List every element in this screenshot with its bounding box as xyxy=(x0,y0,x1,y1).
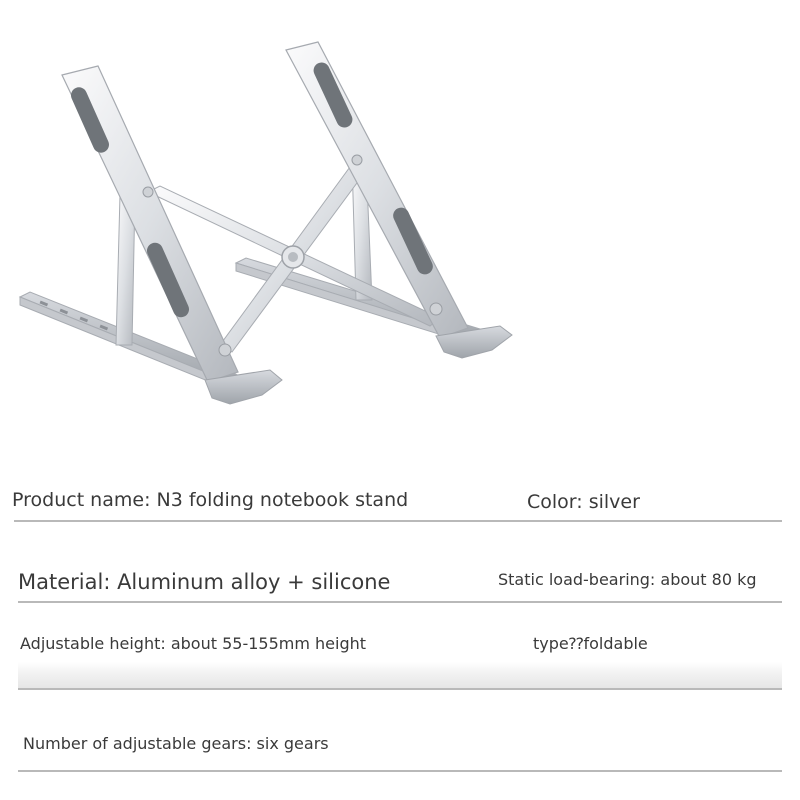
divider-3 xyxy=(18,688,782,690)
color-spec: Color: silver xyxy=(527,491,640,513)
product-name-spec: Product name: N3 folding notebook stand xyxy=(12,489,409,511)
adjustable-height-spec: Adjustable height: about 55-155mm height xyxy=(20,634,367,653)
static-load-spec: Static load-bearing: about 80 kg xyxy=(498,570,757,589)
gears-spec: Number of adjustable gears: six gears xyxy=(23,734,329,753)
divider-1 xyxy=(14,520,782,522)
material-spec: Material: Aluminum alloy + silicone xyxy=(18,570,391,594)
divider-4 xyxy=(18,770,782,772)
type-spec: type⁇foldable xyxy=(533,634,648,653)
gray-band xyxy=(18,662,782,688)
divider-2 xyxy=(18,601,782,603)
